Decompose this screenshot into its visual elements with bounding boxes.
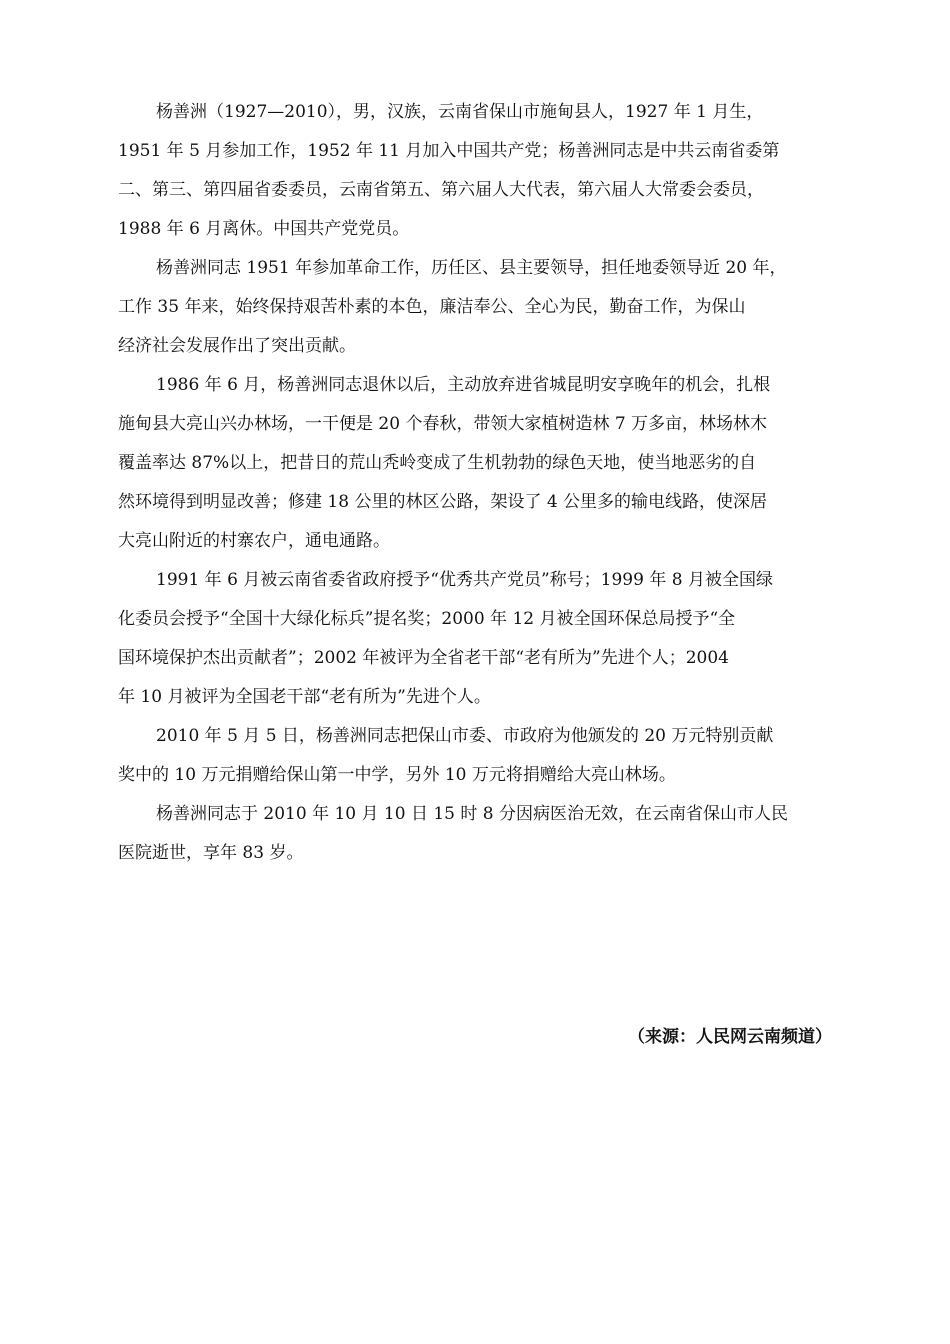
text-line: 覆盖率达 87%以上，把昔日的荒山秃岭变成了生机勃勃的绿色天地，使当地恶劣的自 [118, 453, 757, 473]
text-line: 杨善洲（1927—2010），男，汉族，云南省保山市施甸县人，1927 年 1 月生， [156, 102, 764, 122]
text-line: 然环境得到明显改善；修建 18 公里的林区公路，架设了 4 公里多的输电线路，使深居 [118, 492, 768, 512]
paragraph-career [118, 249, 832, 366]
text-line: 杨善洲同志于 2010 年 10 月 10 日 15 时 8 分因病医治无效，在云南省保山市人民 [156, 804, 789, 824]
text-line: 2010 年 5 月 5 日，杨善洲同志把保山市委、市政府为他颁发的 20 万元特别贡献 [156, 726, 774, 746]
text-line: 国环境保护杰出贡献者”；2002 年被评为全省老干部“老有所为”先进个人；2004 [118, 648, 730, 668]
document-body [118, 93, 832, 873]
text-line: 奖中的 10 万元捐赠给保山第一中学，另外 10 万元将捐赠给大亮山林场。 [118, 765, 676, 785]
text-line: 施甸县大亮山兴办林场，一干便是 20 个春秋，带领大家植树造林 7 万多亩，林场林木 [118, 414, 768, 434]
text-line: 杨善洲同志 1951 年参加革命工作，历任区、县主要领导，担任地委领导近 20 年， [156, 258, 787, 278]
text-line: 二、第三、第四届省委委员，云南省第五、第六届人大代表，第六届人大常委会委员， [118, 180, 764, 200]
text-line: 1951 年 5 月参加工作，1952 年 11 月加入中国共产党；杨善洲同志是中共云南省委第 [118, 141, 780, 161]
paragraph-death [118, 795, 832, 873]
paragraph-forestry [118, 366, 832, 561]
paragraph-biography [118, 93, 832, 249]
text-line: 经济社会发展作出了突出贡献。 [118, 336, 356, 356]
text-line: 医院逝世，享年 83 岁。 [118, 843, 304, 863]
paragraph-donation [118, 717, 832, 795]
source-attribution: （来源：人民网云南频道） [628, 1027, 832, 1047]
text-line: 1991 年 6 月被云南省委省政府授予“优秀共产党员”称号；1999 年 8 月被全国绿 [156, 570, 773, 590]
text-line: 大亮山附近的村寨农户，通电通路。 [118, 531, 390, 551]
text-line: 年 10 月被评为全国老干部“老有所为”先进个人。 [118, 687, 491, 707]
text-line: 工作 35 年来，始终保持艰苦朴素的本色，廉洁奉公、全心为民，勤奋工作，为保山 [118, 297, 746, 317]
paragraph-honors [118, 561, 832, 717]
text-line: 1988 年 6 月离休。中国共产党党员。 [118, 219, 410, 239]
text-line: 1986 年 6 月，杨善洲同志退休以后，主动放弃进省城昆明安享晚年的机会，扎根 [156, 375, 771, 395]
text-line: 化委员会授予“全国十大绿化标兵”提名奖；2000 年 12 月被全国环保总局授予“全 [118, 609, 736, 629]
